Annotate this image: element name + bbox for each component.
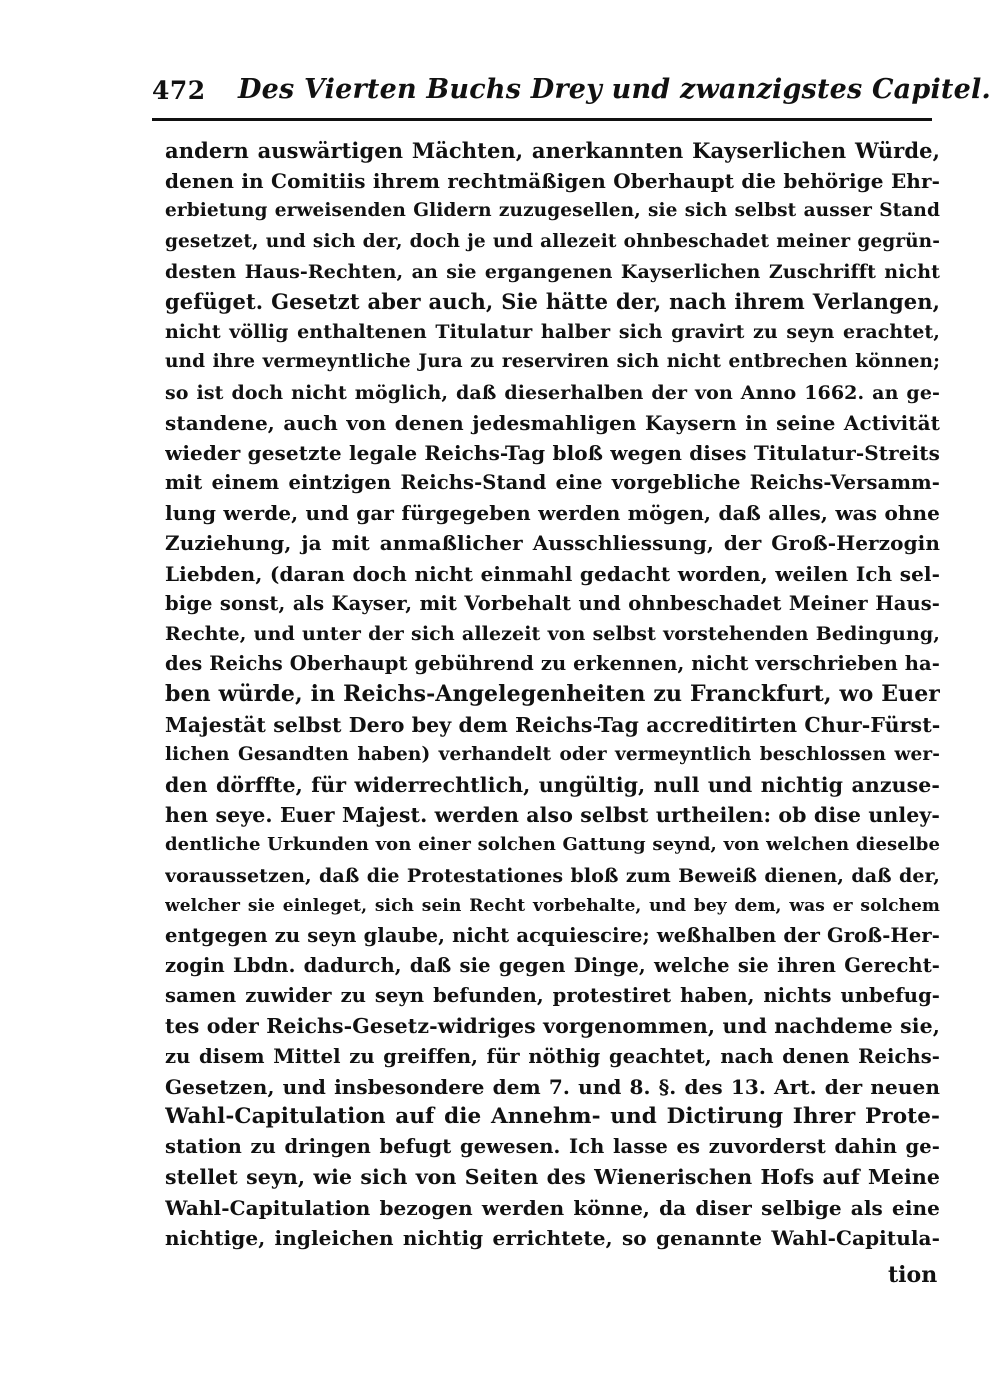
text-line: lichen Gesandten haben) verhandelt oder vermeyntlich beschlossen wer- <box>165 743 940 765</box>
text-line: dentliche Urkunden von einer solchen Gattung seynd, von welchen dieselbe <box>165 834 940 856</box>
text-line: lung werde, und gar fürgegeben werden mögen, daß alles, was ohne <box>165 501 940 526</box>
text-line: Majestät selbst Dero bey dem Reichs-Tag accreditirten Chur-Fürst- <box>165 712 940 737</box>
text-line: voraussetzen, daß die Protestationes bloß zum Beweiß dienen, daß der, <box>165 864 940 887</box>
text-line: samen zuwider zu seyn befunden, protestiret haben, nichts unbefug- <box>165 984 940 1008</box>
text-line: nichtige, ingleichen nichtig errichtete, so genannte Wahl-Capitula- <box>165 1225 940 1250</box>
text-line: mit einem eintzigen Reichs-Stand eine vorgebliche Reichs-Versamm- <box>165 471 940 495</box>
text-line: denen in Comitiis ihrem rechtmäßigen Oberhaupt die behörige Ehr- <box>165 169 940 194</box>
header-rule <box>152 118 932 121</box>
text-line: wieder gesetzte legale Reichs-Tag bloß wegen dises Titulatur-Streits <box>165 440 940 465</box>
text-line: standene, auch von denen jedesmahligen Kaysern in seine Activität <box>165 410 940 435</box>
text-line: andern auswärtigen Mächten, anerkannten Kayserlichen Würde, <box>165 138 940 163</box>
page-header <box>152 72 992 112</box>
text-line: gesetzet, und sich der, doch je und allezeit ohnbeschadet meiner gegrün- <box>165 230 940 252</box>
text-line: Liebden, (daran doch nicht einmahl gedacht worden, weilen Ich sel- <box>165 561 940 586</box>
text-line: Rechte, und unter der sich allezeit von selbst vorstehenden Bedingung, <box>165 623 940 645</box>
text-line: ben würde, in Reichs-Angelegenheiten zu Franckfurt, wo Euer <box>165 681 940 708</box>
text-line: zu disem Mittel zu greiffen, für nöthig geachtet, nach denen Reichs- <box>165 1044 940 1068</box>
text-line: entgegen zu seyn glaube, nicht acquiescire; weßhalben der Groß-Her- <box>165 923 940 947</box>
catchword: tion <box>888 1262 938 1288</box>
text-line: so ist doch nicht möglich, daß dieserhalben der von Anno 1662. an ge- <box>165 381 940 404</box>
page-number: 472 <box>152 76 206 105</box>
text-line: Zuziehung, ja mit anmaßlicher Ausschliessung, der Groß-Herzogin <box>165 531 940 556</box>
text-line: welcher sie einleget, sich sein Recht vorbehalte, und bey dem, was er solchem <box>165 895 940 916</box>
text-line: stellet seyn, wie sich von Seiten des Wienerischen Hofs auf Meine <box>165 1165 940 1190</box>
text-line: Wahl-Capitulation bezogen werden könne, da diser selbige als eine <box>165 1195 940 1220</box>
text-line: und ihre vermeyntliche Jura zu reserviren sich nicht entbrechen können; <box>165 351 940 373</box>
text-line: desten Haus-Rechten, an sie ergangenen Kayserlichen Zuschrifft nicht <box>165 260 940 283</box>
text-line: station zu dringen befugt gewesen. Ich lasse es zuvorderst dahin ge- <box>165 1135 940 1159</box>
body-text <box>165 136 940 1253</box>
text-line: bige sonst, als Kayser, mit Vorbehalt und ohnbeschadet Meiner Haus- <box>165 591 940 615</box>
running-title: Des Vierten Buchs Drey und zwanzigstes Capitel. <box>238 74 992 105</box>
text-line: zogin Lbdn. dadurch, daß sie gegen Dinge, welche sie ihren Gerecht- <box>165 954 940 978</box>
text-line: des Reichs Oberhaupt gebührend zu erkennen, nicht verschrieben ha- <box>165 652 940 676</box>
text-line: Wahl-Capitulation auf die Annehm- und Dictirung Ihrer Prote- <box>165 1104 940 1129</box>
text-line: Gesetzen, und insbesondere dem 7. und 8. §. des 13. Art. der neuen <box>165 1074 940 1099</box>
text-line: hen seye. Euer Majest. werden also selbst urtheilen: ob dise unley- <box>165 803 940 828</box>
text-line: gefüget. Gesetzt aber auch, Sie hätte der, nach ihrem Verlangen, <box>165 288 940 314</box>
text-line: erbietung erweisenden Glidern zuzugesellen, sie sich selbst ausser Stand <box>165 200 940 222</box>
text-line: tes oder Reichs-Gesetz-widriges vorgenommen, und nachdeme sie, <box>165 1014 940 1039</box>
text-line: nicht völlig enthaltenen Titulatur halber sich gravirt zu seyn erachtet, <box>165 321 940 344</box>
text-line: den dörffte, für widerrechtlich, ungültig, null und nichtig anzuse- <box>165 772 940 797</box>
